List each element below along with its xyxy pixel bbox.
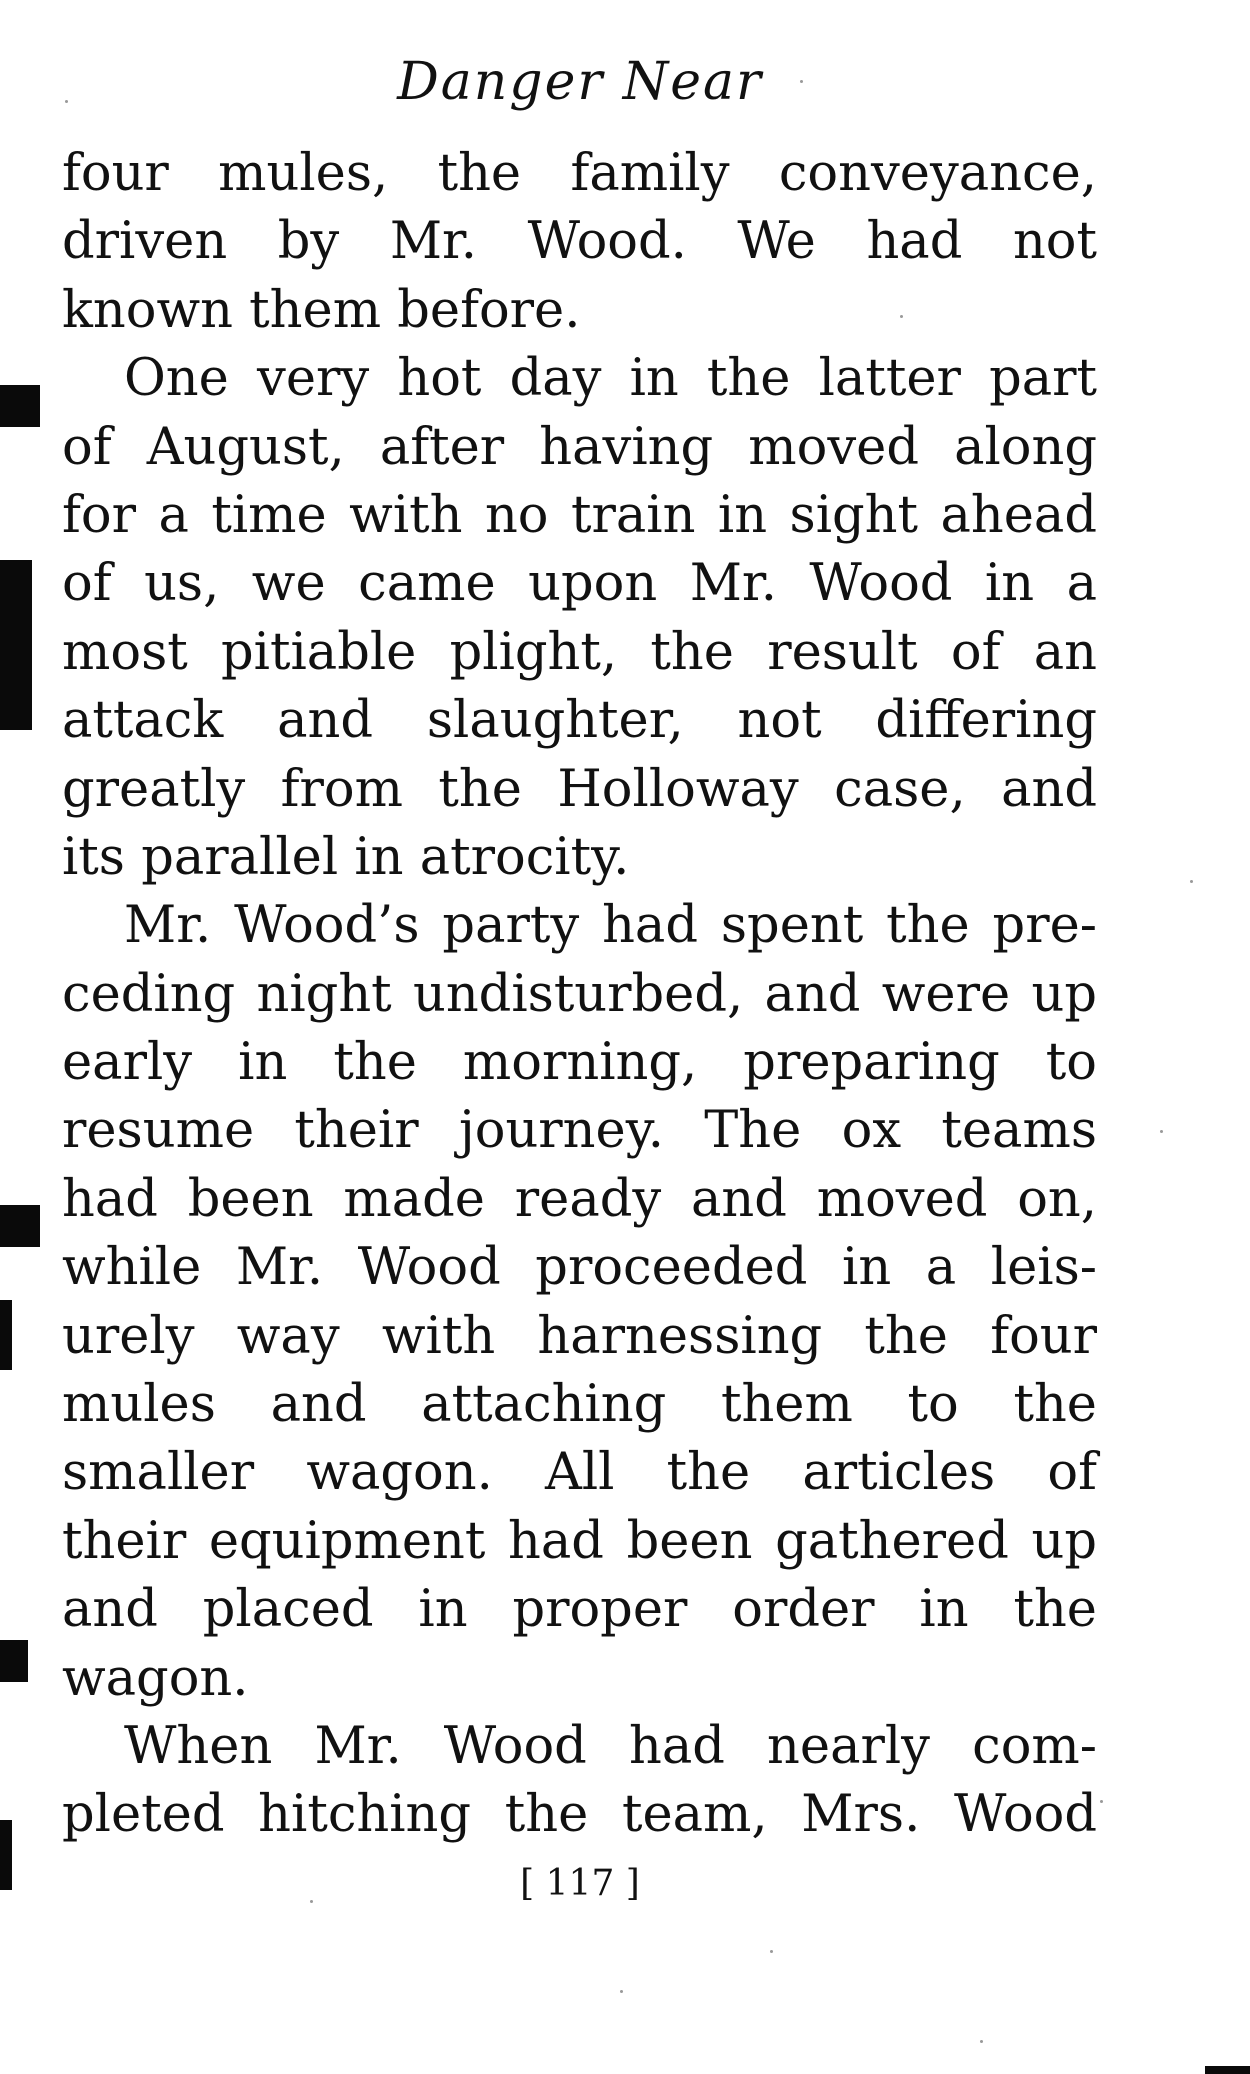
text-line: ceding night undisturbed, and were up bbox=[62, 964, 1097, 1024]
scan-speck bbox=[310, 1900, 313, 1903]
text-line: early in the morning, preparing to bbox=[62, 1033, 1097, 1093]
text-line: greatly from the Holloway case, and bbox=[62, 759, 1097, 819]
scan-edge-mark bbox=[0, 1205, 40, 1247]
text-line: resume their journey. The ox teams bbox=[62, 1101, 1097, 1161]
text-line: most pitiable plight, the result of an bbox=[62, 622, 1097, 682]
text-line: wagon. bbox=[62, 1648, 249, 1708]
text-line: while Mr. Wood proceeded in a leis- bbox=[62, 1238, 1097, 1298]
text-line: and placed in proper order in the bbox=[62, 1580, 1097, 1640]
scan-speck bbox=[1190, 880, 1193, 883]
scan-speck bbox=[65, 100, 68, 103]
scan-edge-mark bbox=[0, 385, 40, 427]
scan-speck bbox=[1160, 1130, 1163, 1133]
scan-speck bbox=[900, 315, 903, 318]
scan-speck bbox=[1100, 1800, 1103, 1803]
scan-edge-mark bbox=[0, 1640, 28, 1682]
text-line: of August, after having moved along bbox=[62, 417, 1097, 477]
text-line: One very hot day in the latter part bbox=[124, 349, 1097, 409]
scan-speck bbox=[980, 2040, 983, 2043]
text-line: attack and slaughter, not differing bbox=[62, 691, 1097, 751]
text-line: for a time with no train in sight ahead bbox=[62, 485, 1097, 545]
text-line: smaller wagon. All the articles of bbox=[62, 1443, 1097, 1503]
text-line: mules and attaching them to the bbox=[62, 1375, 1097, 1435]
text-line: had been made ready and moved on, bbox=[62, 1169, 1097, 1229]
scan-edge-mark bbox=[0, 1820, 12, 1890]
text-line: known them before. bbox=[62, 280, 581, 340]
text-line: When Mr. Wood had nearly com- bbox=[124, 1716, 1097, 1776]
text-line: urely way with harnessing the four bbox=[62, 1306, 1097, 1366]
text-line: pleted hitching the team, Mrs. Wood bbox=[62, 1785, 1097, 1845]
text-line: driven by Mr. Wood. We had not bbox=[62, 212, 1097, 272]
scan-edge-mark bbox=[1205, 2066, 1250, 2074]
scan-edge-mark bbox=[0, 1300, 12, 1370]
running-head: Danger Near bbox=[397, 52, 763, 112]
text-line: its parallel in atrocity. bbox=[62, 827, 630, 887]
scan-speck bbox=[620, 1990, 623, 1993]
scan-edge-mark bbox=[0, 560, 32, 730]
text-line: of us, we came upon Mr. Wood in a bbox=[62, 554, 1097, 614]
scan-speck bbox=[770, 1950, 773, 1953]
scan-speck bbox=[800, 80, 803, 83]
text-line: Mr. Wood’s party had spent the pre- bbox=[124, 896, 1097, 956]
text-line: four mules, the family conveyance, bbox=[62, 144, 1097, 203]
body-text bbox=[62, 140, 1097, 1850]
page-number: [ 117 ] bbox=[520, 1863, 640, 1904]
text-line: their equipment had been gathered up bbox=[62, 1511, 1097, 1571]
